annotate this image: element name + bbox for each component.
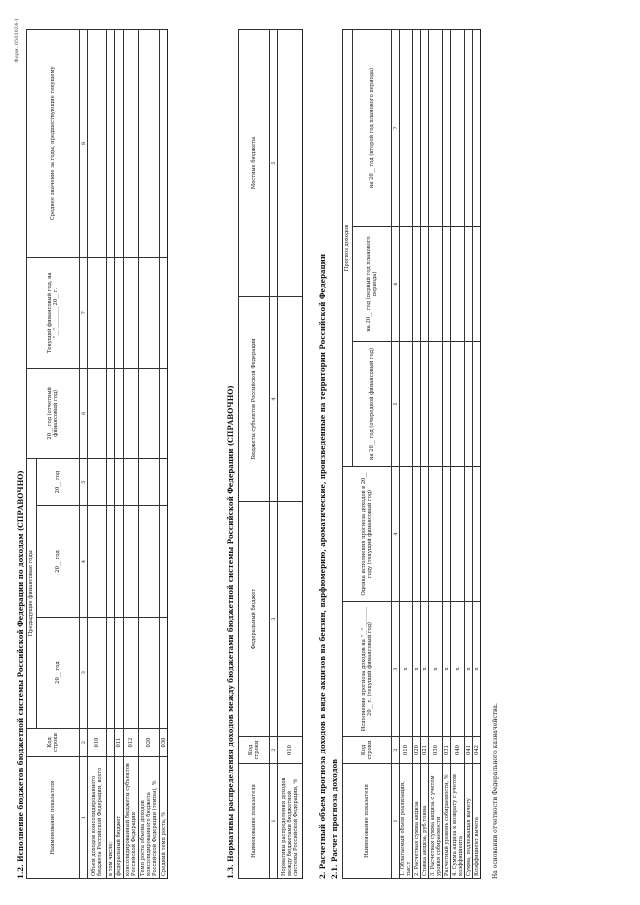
cell-empty	[443, 467, 451, 602]
header-code: Код строки	[343, 737, 392, 764]
col-num: 5	[80, 458, 88, 506]
cell-empty	[124, 257, 139, 368]
cell-empty	[107, 30, 115, 258]
cell-empty	[278, 30, 303, 297]
cell-x: x	[443, 602, 451, 737]
cell-empty	[88, 30, 107, 258]
col-num: 2	[392, 737, 400, 764]
col-num: 5	[392, 342, 400, 467]
cell-empty	[451, 467, 465, 602]
table-row	[443, 30, 451, 879]
cell-empty	[139, 368, 160, 458]
cell-empty	[115, 458, 124, 506]
row-name: 1. Облагаемый объем реализации, тыс.т	[400, 764, 413, 879]
col-num: 6	[80, 368, 88, 458]
cell-empty	[413, 30, 421, 227]
cell-empty	[160, 617, 168, 728]
header-prev-years: Предыдущие финансовые годы	[27, 458, 37, 728]
row-code: 021	[421, 737, 429, 764]
cell-empty	[429, 227, 443, 342]
cell-empty	[473, 342, 481, 467]
header-forecast-year-2: на 20__ год (первый год планового периода)	[352, 227, 391, 342]
section-2-heading: 2. Расчетный объем прогноза доходов в виде акцизов на бензин, парфюмерию, ароматические, произведенные на территории Российской Федерации	[318, 253, 327, 879]
col-num: 1	[80, 757, 88, 879]
cell-empty	[465, 227, 473, 342]
table-row	[451, 30, 465, 879]
column-numbers-row	[392, 30, 400, 879]
row-name: Коэффициент вычета	[473, 764, 481, 879]
form-code: Форм. 0503024-1	[14, 18, 20, 63]
col-num: 1	[392, 764, 400, 879]
row-code: 010	[278, 737, 303, 764]
cell-x: x	[473, 602, 481, 737]
cell-empty	[421, 30, 429, 227]
cell-x: x	[429, 602, 443, 737]
row-code: 030	[160, 728, 168, 757]
row-name: Темп роста объема доходов консолидированного бюджета Российской Федерации (темпы), %	[139, 757, 160, 879]
cell-empty	[107, 506, 115, 617]
header-year-3: 20__ год	[36, 458, 79, 506]
row-code: 011	[115, 728, 124, 757]
header-execution: Исполнение прогноза доходов на "__"________ 20__ г. (текущий финансовый год)	[343, 602, 392, 737]
table-row	[115, 30, 124, 879]
revenue-forecast-table	[342, 29, 481, 879]
header-name: Наименование показателя	[343, 764, 392, 879]
cell-empty	[473, 227, 481, 342]
table-row	[107, 30, 115, 879]
cell-x: x	[400, 602, 413, 737]
col-num: 3	[80, 617, 88, 728]
header-forecast-year-3: на 20__ год (второй год планового периода)	[352, 30, 391, 227]
header-name: Наименование показателя	[27, 757, 80, 879]
cell-empty	[421, 467, 429, 602]
cell-empty	[107, 458, 115, 506]
cell-empty	[115, 617, 124, 728]
cell-empty	[139, 506, 160, 617]
cell-empty	[107, 257, 115, 368]
row-name: 2. Расчетная сумма акциза	[413, 764, 421, 879]
row-name: Объем доходов консолидированного бюджета Российской Федерации, всего	[88, 757, 107, 879]
table-row	[413, 30, 421, 879]
header-year-1: 20__ год	[36, 617, 79, 728]
row-name: Расчетный уровень собираемости, %	[443, 764, 451, 879]
cell-empty	[429, 342, 443, 467]
cell-empty	[451, 227, 465, 342]
cell-empty	[124, 30, 139, 258]
table-row	[278, 30, 303, 879]
header-regional: Бюджеты субъектов Российской Федерации	[239, 297, 270, 502]
row-code: 041	[465, 737, 473, 764]
cell-empty	[160, 368, 168, 458]
cell-empty	[465, 342, 473, 467]
cell-empty	[421, 342, 429, 467]
row-code: 031	[443, 737, 451, 764]
cell-empty	[115, 506, 124, 617]
table-row	[160, 30, 168, 879]
cell-empty	[107, 368, 115, 458]
cell-empty	[124, 617, 139, 728]
section-2-1-heading: 2.1. Расчет прогноза доходов	[330, 758, 339, 879]
cell-empty	[443, 342, 451, 467]
table-row	[88, 30, 107, 879]
column-numbers-row	[80, 30, 88, 879]
header-reporting: 20__ год (отчетный финансовый год)	[27, 368, 80, 458]
row-name: Нормативы распределения доходов между бюджетами бюджетной системы Российской Федерации, %	[278, 764, 303, 879]
row-code: 012	[124, 728, 139, 757]
cell-empty	[400, 467, 413, 602]
cell-x: x	[421, 602, 429, 737]
header-code: Код строки	[27, 728, 80, 757]
column-numbers-row	[270, 30, 278, 879]
col-num: 6	[392, 227, 400, 342]
col-num: 4	[270, 297, 278, 502]
cell-empty	[139, 458, 160, 506]
revenue-distribution-table	[238, 29, 303, 879]
cell-empty	[278, 502, 303, 737]
cell-x: x	[465, 602, 473, 737]
table-row	[465, 30, 473, 879]
row-name: консолидированный бюджеты субъектов Российской Федерации	[124, 757, 139, 879]
cell-empty	[451, 342, 465, 467]
cell-empty	[465, 30, 473, 227]
cell-empty	[124, 368, 139, 458]
header-forecast-year-1: на 20__ год (очередной финансовый год)	[352, 342, 391, 467]
header-average: Среднее значение за годы, предшествующие текущему	[27, 30, 80, 258]
cell-empty	[400, 342, 413, 467]
col-num: 7	[80, 257, 88, 368]
row-code	[107, 728, 115, 757]
cell-empty	[139, 617, 160, 728]
cell-empty	[88, 506, 107, 617]
cell-empty	[115, 30, 124, 258]
table-row	[421, 30, 429, 879]
col-num: 1	[270, 764, 278, 879]
row-code: 042	[473, 737, 481, 764]
header-estimate: Оценка исполнения прогноза доходов в 20__ году (текущий финансовый год)	[343, 467, 392, 602]
cell-empty	[400, 30, 413, 227]
row-name: Ставка акциза, руб.тонна	[421, 764, 429, 879]
row-code: 020	[139, 728, 160, 757]
row-name: 3. Расчетная сумма акциза с учетом уровня собираемости	[429, 764, 443, 879]
table-row	[429, 30, 443, 879]
cell-empty	[429, 467, 443, 602]
col-num: 4	[80, 506, 88, 617]
cell-empty	[443, 227, 451, 342]
cell-empty	[473, 30, 481, 227]
cell-empty	[115, 368, 124, 458]
cell-empty	[160, 506, 168, 617]
row-code: 040	[451, 737, 465, 764]
col-num: 3	[392, 602, 400, 737]
cell-empty	[465, 467, 473, 602]
cell-empty	[115, 257, 124, 368]
cell-empty	[88, 257, 107, 368]
cell-empty	[413, 227, 421, 342]
header-local: Местные бюджеты	[239, 30, 270, 297]
row-name: 4. Сумма акциза к возврату с учетом коэффициента	[451, 764, 465, 879]
header-federal: Федеральный бюджет	[239, 502, 270, 737]
col-num: 4	[392, 467, 400, 602]
col-num: 2	[270, 737, 278, 764]
row-code: 030	[429, 737, 443, 764]
cell-x: x	[413, 602, 421, 737]
header-forecast: Прогноз доходов	[343, 30, 353, 467]
row-code: 020	[413, 737, 421, 764]
cell-empty	[124, 506, 139, 617]
table-row	[124, 30, 139, 879]
col-num: 8	[80, 30, 88, 258]
cell-empty	[413, 467, 421, 602]
row-name: Средний темп роста, %	[160, 757, 168, 879]
cell-x: x	[451, 602, 465, 737]
cell-empty	[107, 617, 115, 728]
row-code: 010	[88, 728, 107, 757]
header-year-2: 20__ год	[36, 506, 79, 617]
revenue-execution-table	[26, 29, 168, 879]
cell-empty	[88, 617, 107, 728]
row-name: в том числе:	[107, 757, 115, 879]
col-num: 2	[80, 728, 88, 757]
footnote: На основании отчетности Федерального казначейства.	[492, 703, 499, 879]
cell-empty	[400, 227, 413, 342]
cell-empty	[413, 342, 421, 467]
header-name: Наименование показателя	[239, 764, 270, 879]
cell-empty	[160, 30, 168, 258]
section-1-3-heading: 1.3. Нормативы распределения доходов между бюджетами бюджетной системы Российской Федерации (СПРАВОЧНО)	[226, 385, 235, 879]
section-1-2-heading: 1.2. Исполнение бюджетов бюджетной системы Российской Федерации по доходам (СПРАВОЧНО)	[16, 470, 25, 879]
header-current: Текущий финансовый год, на "__"________ 20__ г.	[27, 257, 80, 368]
cell-empty	[124, 458, 139, 506]
header-code: Код строки	[239, 737, 270, 764]
cell-empty	[443, 30, 451, 227]
row-name: федеральный бюджет	[115, 757, 124, 879]
row-code: 010	[400, 737, 413, 764]
cell-empty	[421, 227, 429, 342]
col-num: 3	[270, 502, 278, 737]
cell-empty	[473, 467, 481, 602]
cell-empty	[139, 257, 160, 368]
cell-empty	[139, 30, 160, 258]
table-row	[473, 30, 481, 879]
col-num: 5	[270, 30, 278, 297]
cell-empty	[278, 297, 303, 502]
cell-empty	[88, 368, 107, 458]
table-row	[400, 30, 413, 879]
cell-empty	[451, 30, 465, 227]
table-row	[139, 30, 160, 879]
col-num: 7	[392, 30, 400, 227]
cell-empty	[160, 257, 168, 368]
cell-empty	[160, 458, 168, 506]
cell-empty	[88, 458, 107, 506]
cell-empty	[429, 30, 443, 227]
row-name: Сумма, подлежащая вычету	[465, 764, 473, 879]
